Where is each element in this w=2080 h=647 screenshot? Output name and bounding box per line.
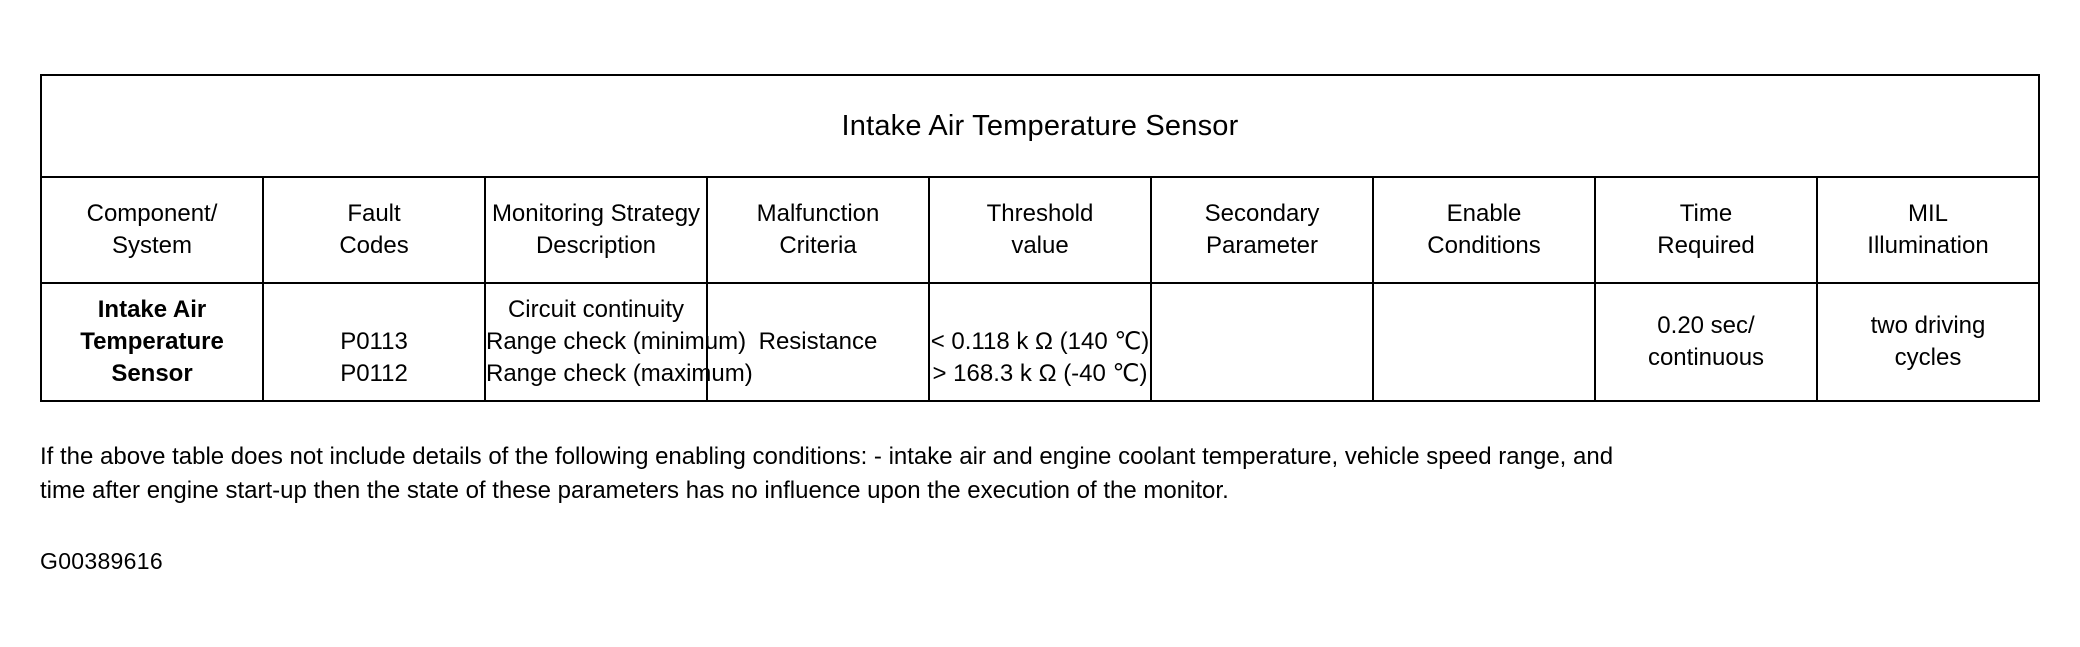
cell-enable-conditions [1373, 283, 1595, 401]
column-header-threshold-value [929, 177, 1151, 283]
cell-line: P0113 [340, 327, 408, 355]
table-title: Intake Air Temperature Sensor [41, 75, 2039, 177]
cell-line: Circuit continuity [507, 295, 685, 323]
column-header-line: Time [1679, 199, 1733, 227]
cell-threshold-value [929, 283, 1151, 401]
column-header-line: Description [535, 232, 657, 259]
column-header-time-required [1595, 177, 1817, 283]
fault-code-table [40, 74, 2040, 402]
cell-line [1152, 326, 1372, 358]
column-header-line: Malfunction [756, 199, 880, 227]
column-header-component-system [41, 177, 263, 283]
column-header-line: Enable [1446, 199, 1522, 227]
cell-line: cycles [1894, 344, 1962, 371]
table-header-row [41, 177, 2039, 283]
cell-line [1374, 326, 1594, 358]
column-header-line: System [111, 232, 192, 259]
column-header-line: Secondary [1204, 199, 1320, 227]
cell-line: Temperature [80, 327, 224, 355]
table-row [41, 283, 2039, 401]
cell-line: P0112 [340, 360, 408, 388]
cell-line: < 0.118 k Ω (140 ℃) [930, 327, 1150, 355]
column-header-malfunction-criteria [707, 177, 929, 283]
cell-line: 0.20 sec/ [1657, 311, 1755, 339]
column-header-line: Fault [347, 199, 401, 227]
cell-line: > 168.3 k Ω (-40 ℃) [932, 360, 1148, 388]
cell-time-required [1595, 283, 1817, 401]
cell-fault-codes [263, 283, 485, 401]
column-header-mil-illumination [1817, 177, 2039, 283]
cell-monitoring-strategy [485, 283, 753, 401]
note-line: If the above table does not include details of the following enabling conditions: - intake air and engine coolant temperature, vehicle speed range, and [40, 443, 1614, 470]
cell-line: Intake Air [97, 295, 207, 323]
cell-secondary-parameter [1151, 283, 1373, 401]
cell-line [930, 294, 1150, 326]
cell-line [264, 294, 484, 326]
figure-id: G00389616 [40, 548, 163, 574]
column-header-fault-codes [263, 177, 485, 283]
cell-mil-illumination [1817, 283, 2039, 401]
column-header-line: Required [1657, 232, 1755, 259]
column-header-enable-conditions [1373, 177, 1595, 283]
column-header-line: Monitoring Strategy [491, 199, 701, 227]
cell-line: Range check (maximum) [486, 360, 753, 388]
cell-line: Range check (minimum) [486, 327, 747, 355]
cell-component-system [41, 283, 263, 401]
column-header-secondary-parameter [1151, 177, 1373, 283]
note-line: time after engine start-up then the state of these parameters has no influence upon the execution of the monitor. [40, 477, 1229, 505]
table-title-row [41, 75, 2039, 177]
cell-line: Resistance [758, 327, 878, 355]
column-header-monitoring-strategy [485, 177, 707, 283]
column-header-line: value [1011, 232, 1069, 259]
column-header-line: Codes [339, 232, 409, 259]
cell-line: Sensor [111, 360, 193, 388]
column-header-line: Criteria [779, 232, 857, 259]
column-header-line: Threshold [986, 199, 1094, 227]
column-header-line: MIL [1907, 199, 1948, 227]
enabling-conditions-note [40, 440, 2000, 508]
cell-line: continuous [1647, 344, 1765, 371]
column-header-line: Parameter [1205, 232, 1319, 259]
column-header-line: Illumination [1867, 232, 1989, 259]
column-header-line: Conditions [1427, 232, 1541, 259]
column-header-line: Component/ [86, 199, 218, 227]
cell-line: two driving [1870, 311, 1986, 339]
